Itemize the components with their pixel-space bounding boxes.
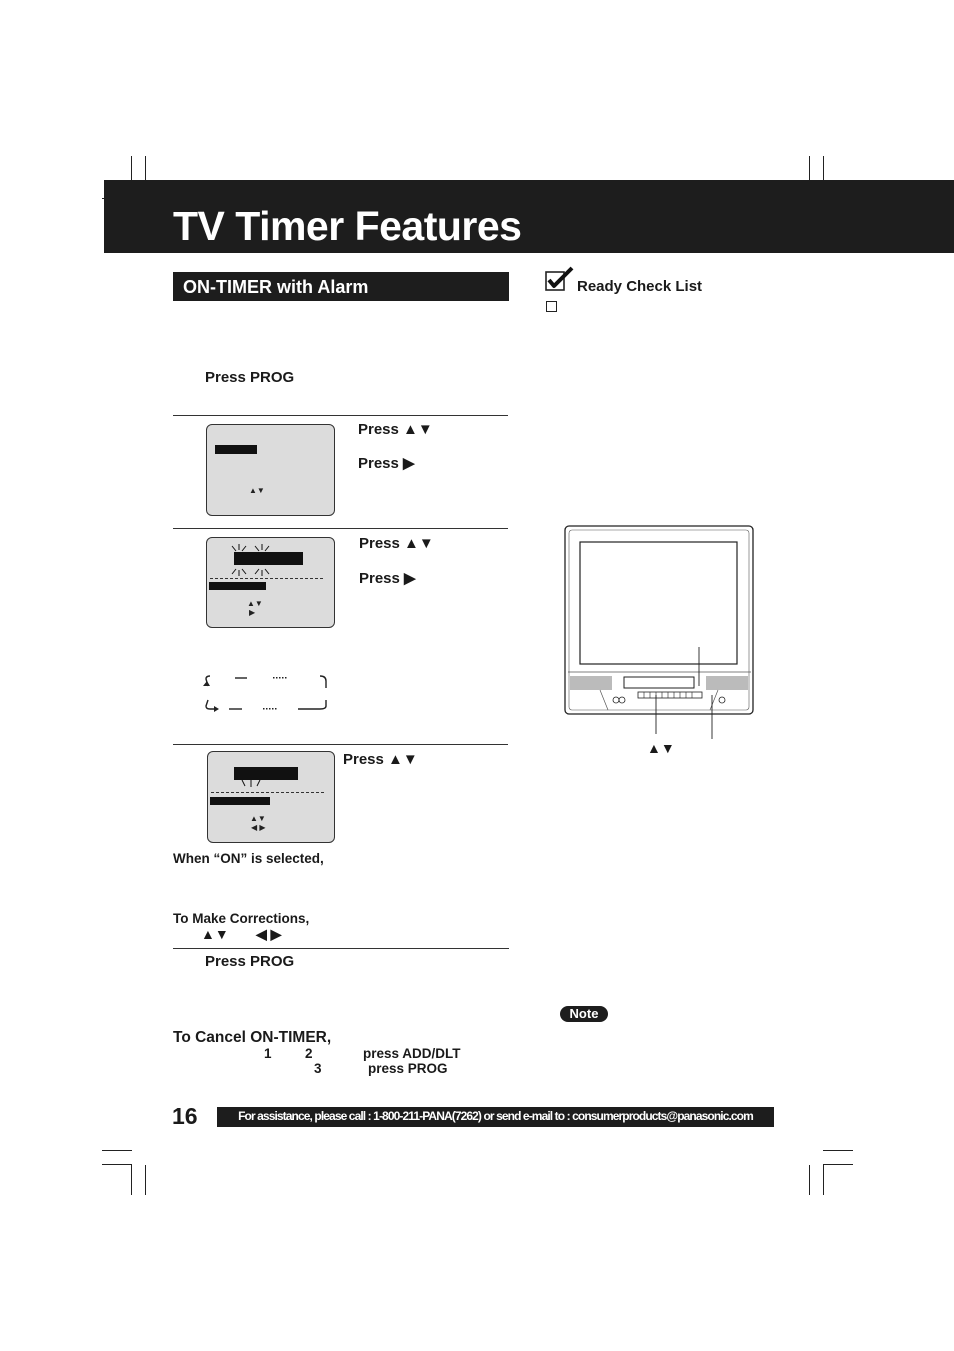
- step2-tv-screen: [206, 424, 335, 516]
- step2-press-right: Press ▶: [358, 455, 415, 472]
- step1-press-prog: Press PROG: [205, 369, 295, 386]
- crop-mark: [823, 1164, 853, 1165]
- cancel-action-prog: press PROG: [368, 1061, 448, 1076]
- cancel-step-1: 1: [264, 1046, 272, 1061]
- cancel-action-add-dlt: press ADD/DLT: [363, 1046, 461, 1061]
- selection-cycle-diagram: [198, 672, 330, 714]
- cancel-step-2: 2: [305, 1046, 313, 1061]
- crop-mark: [145, 1165, 146, 1195]
- updown-arrows-icon: ▲▼: [201, 926, 229, 942]
- crop-mark: [131, 1165, 132, 1195]
- screen-highlight-bar: [209, 582, 266, 590]
- updown-arrows-icon: ▲▼: [250, 814, 266, 823]
- step4-tv-screen: [207, 751, 335, 843]
- screen-highlight-bar: [234, 767, 298, 780]
- step2-press-updown: Press ▲▼: [358, 421, 433, 438]
- page-number: 16: [172, 1103, 198, 1129]
- checkmark-box-icon: [545, 266, 575, 292]
- section-title: ON-TIMER with Alarm: [183, 277, 369, 297]
- screen-divider: [210, 578, 323, 579]
- updown-arrows-icon: ▲▼: [249, 486, 265, 495]
- page-title: TV Timer Features: [173, 203, 522, 249]
- crop-mark: [102, 1150, 132, 1151]
- step5-press-prog: Press PROG: [205, 953, 295, 970]
- step-divider: [173, 528, 508, 529]
- blink-rays-icon: [236, 780, 266, 798]
- assistance-contact-text: For assistance, please call : 1-800-211-PANA(7262) or send e-mail to : consumerproducts@panasonic.com: [238, 1109, 753, 1123]
- crop-mark: [823, 1165, 824, 1195]
- leftright-arrows-icon: ◀ ▶: [251, 823, 266, 832]
- crop-mark: [823, 1150, 853, 1151]
- crop-mark: [102, 1164, 132, 1165]
- step-divider: [173, 948, 509, 949]
- step3-tv-screen: [206, 537, 335, 628]
- step-divider: [173, 415, 508, 416]
- corrections-label: To Make Corrections,: [173, 911, 310, 926]
- cancel-step-3: 3: [314, 1061, 322, 1076]
- screen-divider: [211, 792, 324, 793]
- crop-mark: [809, 1165, 810, 1195]
- screen-highlight-bar: [215, 445, 257, 454]
- cancel-label: To Cancel ON-TIMER,: [173, 1029, 332, 1046]
- screen-highlight-bar: [210, 797, 270, 805]
- updown-arrows-icon: ▲▼: [247, 599, 263, 608]
- leftright-arrows-icon: ◀ ▶: [256, 926, 282, 942]
- blink-rays-icon: [229, 544, 274, 576]
- step3-press-updown: Press ▲▼: [359, 535, 434, 552]
- right-arrow-icon: ▶: [249, 608, 256, 617]
- note-badge: Note: [560, 1006, 608, 1022]
- when-on-selected-note: When “ON” is selected,: [173, 851, 324, 866]
- step-divider: [173, 744, 508, 745]
- step3-press-right: Press ▶: [359, 570, 416, 587]
- step4-press-updown: Press ▲▼: [343, 751, 418, 768]
- ready-check-list-title: Ready Check List: [577, 278, 703, 295]
- tv-illustration: [560, 520, 760, 745]
- updown-arrows-icon: ▲▼: [647, 740, 675, 756]
- checklist-checkbox: [546, 301, 557, 312]
